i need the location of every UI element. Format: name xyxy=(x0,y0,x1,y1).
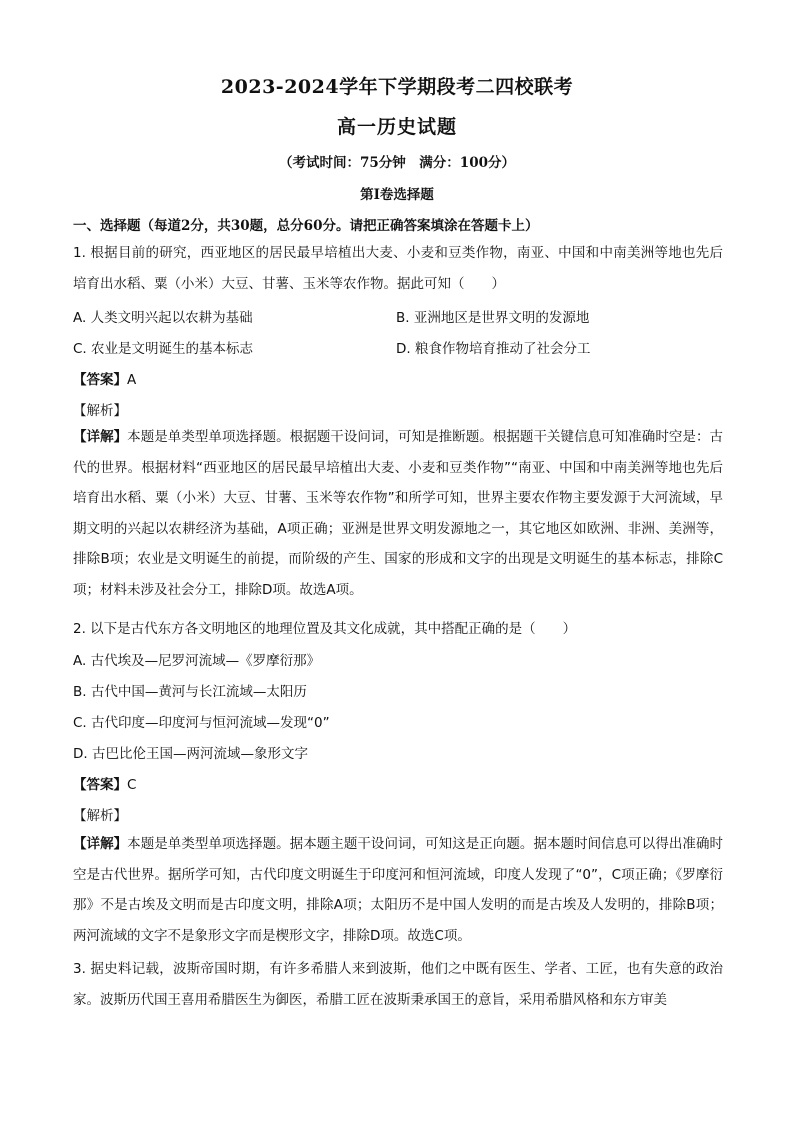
q2-option-c: C. 古代印度—印度河与恒河流域—发现“0” xyxy=(73,715,330,731)
answer-value: A xyxy=(127,372,137,388)
subject-title: 高一历史试题 xyxy=(336,116,457,138)
detail-text: 本题是单类型单项选择题。根据题干设问词，可知是推断题。根据题干关键信息可知准确时空是：古代的世界。根据材料“西亚地区的居民最早培植出大麦、小麦和豆类作物”“南亚、中国和中南美洲等地也先后培育出水稻、粟（小米）大豆、甘薯、玉米等农作物”和所学可知，世界主要农作物主要发源于大河流域，早期文明的兴起以农耕经济为基础，A项正确；亚洲是世界文明发源地之一，其它地区如欧洲、非洲、美洲等，排除B项；农业是文明诞生的前提，而阶级的产生、国家的形成和文字的出现是文明诞生的基本标志，排除C项；材料未涉及社会分工，排除D项。故选A项。 xyxy=(73,429,724,598)
q1-option-a: A. 人类文明兴起以农耕为基础 xyxy=(73,310,253,326)
q1-option-b: B. 亚洲地区是世界文明的发源地 xyxy=(396,310,590,326)
answer-value: C xyxy=(127,777,137,793)
q2-stem: 2. 以下是古代东方各文明地区的地理位置及其文化成就，其中搭配正确的是（ ） xyxy=(73,621,577,637)
q1-stem: 1. 根据目前的研究，西亚地区的居民最早培植出大麦、小麦和豆类作物，南亚、中国和中南美洲等地也先后培育出水稻、粟（小米）大豆、甘薯、玉米等农作物。据此可知（ ） xyxy=(73,245,723,292)
q2-answer xyxy=(73,773,136,793)
exam-title: 2023-2024学年下学期段考二四校联考 xyxy=(220,76,574,98)
q3-stem: 3. 据史料记载，波斯帝国时期，有许多希腊人来到波斯，他们之中既有医生、学者、工匠，也有失意的政治家。波斯历代国王喜用希腊医生为御医，希腊工匠在波斯秉承国王的意旨，采用希腊风格和东方审美 xyxy=(73,961,723,1008)
q1-answer xyxy=(73,368,136,388)
detail-text: 本题是单类型单项选择题。据本题主题干设问词，可知这是正向题。据本题时间信息可以得出准确时空是古代世界。据所学可知，古代印度文明诞生于印度河和恒河流域，印度人发现了“0”，C项正确；《罗摩衍那》不是古埃及文明而是古印度文明，排除A项；太阳历不是中国人发明的而是古埃及人发明的，排除B项；两河流域的文字不是象形文字而是楔形文字，排除D项。故选C项。 xyxy=(73,836,724,944)
q2-option-a: A. 古代埃及—尼罗河流域—《罗摩衍那》 xyxy=(73,653,321,669)
volume-heading: 第Ⅰ卷选择题 xyxy=(360,187,434,203)
detail-label: 【详解】 xyxy=(73,836,128,852)
answer-label: 【答案】 xyxy=(73,777,127,793)
section-heading: 一、选择题（每道2分，共30题，总分60分。请把正确答案填涂在答题卡上） xyxy=(73,218,539,234)
q1-analysis-label: 【解析】 xyxy=(73,403,127,419)
q2-analysis-label: 【解析】 xyxy=(73,808,127,824)
answer-label: 【答案】 xyxy=(73,372,127,388)
detail-label: 【详解】 xyxy=(73,429,128,445)
q2-detail xyxy=(73,829,723,951)
q1-detail xyxy=(73,422,723,605)
q2-option-d: D. 古巴比伦王国—两河流域—象形文字 xyxy=(73,746,308,762)
q2-option-b: B. 古代中国—黄河与长江流域—太阳历 xyxy=(73,684,307,700)
exam-info: （考试时间：75分钟 满分：100分） xyxy=(279,155,515,171)
q1-option-c: C. 农业是文明诞生的基本标志 xyxy=(73,341,254,357)
q1-option-d: D. 粮食作物培育推动了社会分工 xyxy=(396,341,591,357)
